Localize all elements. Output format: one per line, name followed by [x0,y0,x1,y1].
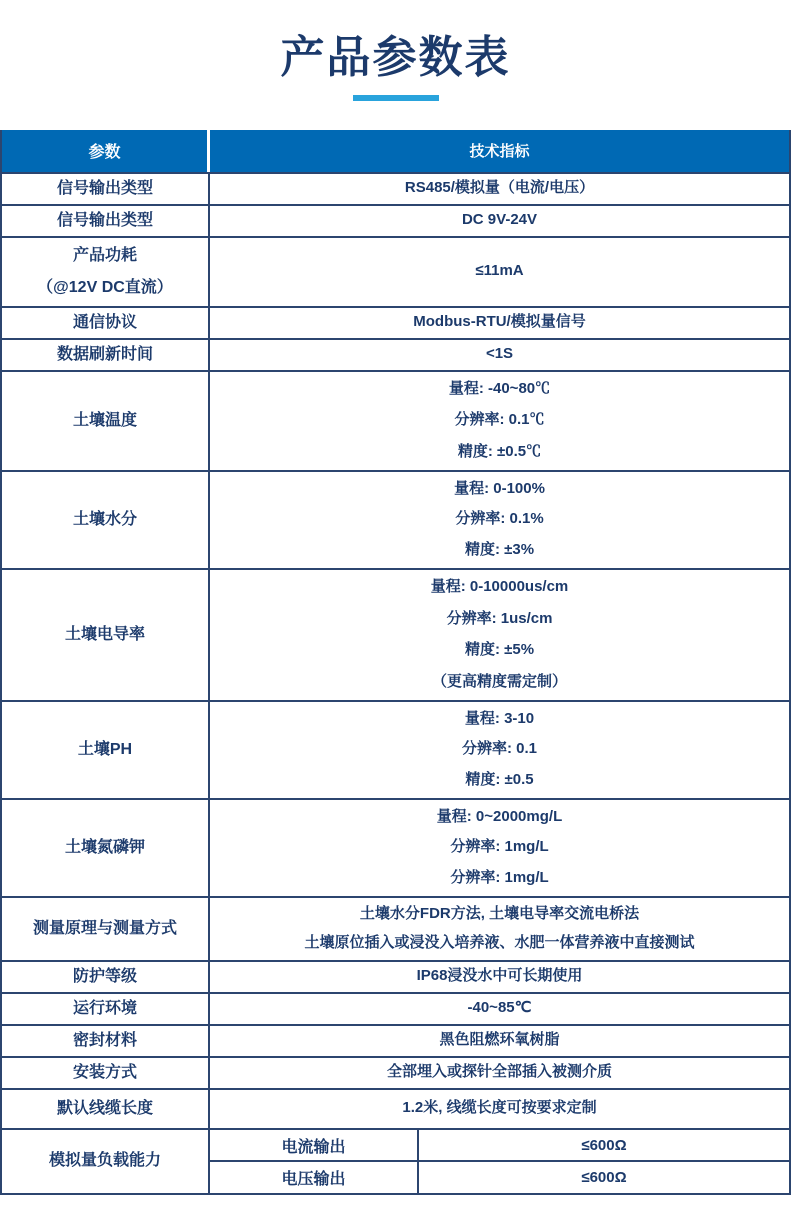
sub-param-label: 电压输出 [210,1162,419,1193]
param-label: 通信协议 [72,313,137,331]
spec-line: 精度: ±3% [464,541,535,559]
table-row-soil-temperature [2,370,789,470]
table-row-cable-length [2,1088,789,1128]
param-label: 土壤水分 [72,510,137,528]
page-title: 产品参数表 [280,33,511,82]
table-row-soil-npk [2,798,789,896]
analog-load-subtable [210,1130,789,1193]
spec-line: 1.2米, 线缆长度可按要求定制 [402,1099,597,1117]
spec-cell [210,340,789,370]
param-label: 防护等级 [72,967,137,985]
spec-cell [210,372,789,470]
param-label: 土壤温度 [72,411,137,429]
param-label: 安装方式 [72,1063,137,1081]
table-row-refresh-time [2,338,789,370]
spec-cell [210,472,789,568]
subtable-row-voltage-output [210,1160,789,1193]
param-cell [2,1026,210,1056]
table-row-sealing-material [2,1024,789,1056]
spec-line: DC 9V-24V [461,211,538,229]
param-cell [2,800,210,896]
sub-spec-value: ≤600Ω [581,1136,627,1154]
param-cell [2,962,210,992]
spec-line: 精度: ±5% [464,641,535,659]
spec-line: IP68浸没水中可长期使用 [416,967,583,985]
spec-cell [210,1026,789,1056]
spec-line: 分辨率: 1mg/L [450,869,549,887]
param-cell [2,1058,210,1088]
param-cell [2,1090,210,1128]
spec-line: 分辨率: 0.1% [455,510,544,528]
param-cell [2,472,210,568]
table-row-operating-environment [2,992,789,1024]
title-underline [353,95,439,101]
spec-cell [210,174,789,204]
param-cell [2,174,210,204]
table-header-row [2,130,789,172]
table-row-installation [2,1056,789,1088]
table-row-soil-ec [2,568,789,700]
spec-cell [210,1058,789,1088]
spec-line: 量程: 3-10 [464,709,535,727]
param-label: 土壤PH [77,740,133,758]
sub-param-label: 电流输出 [210,1130,419,1161]
param-cell [2,1130,210,1193]
spec-cell [210,898,789,960]
sub-spec-value: ≤600Ω [581,1169,627,1187]
param-label: 默认线缆长度 [56,1099,153,1117]
table-row-soil-ph [2,700,789,798]
subtable-row-current-output [210,1130,789,1161]
param-cell [2,308,210,338]
param-label: 测量原理与测量方式 [32,919,177,937]
spec-line: 土壤水分FDR方法, 土壤电导率交流电桥法 [359,904,640,922]
spec-line: 分辨率: 0.1 [461,740,537,758]
spec-cell [210,238,789,306]
param-label: 运行环境 [72,999,137,1017]
spec-cell [210,1090,789,1128]
spec-cell [210,308,789,338]
spec-line: ≤11mA [475,262,524,280]
spec-line: 分辨率: 1us/cm [446,609,553,627]
table-row-analog-load [2,1128,789,1193]
param-label: 模拟量负载能力 [48,1152,161,1170]
spec-cell [210,800,789,896]
spec-cell [210,994,789,1024]
spec-line: 分辨率: 0.1℃ [454,411,545,429]
table-row-measure-principle [2,896,789,960]
spec-cell [210,962,789,992]
spec-line: 精度: ±0.5 [465,771,534,789]
spec-line: 土壤原位插入或浸没入培养液、水肥一体营养液中直接测试 [304,933,695,951]
spec-cell [210,570,789,700]
spec-line: RS485/模拟量（电流/电压） [404,179,595,197]
spec-cell [210,702,789,798]
spec-line: 分辨率: 1mg/L [450,838,549,856]
table-row-protocol [2,306,789,338]
param-label: 密封材料 [72,1031,137,1049]
param-cell [2,994,210,1024]
spec-line: <1S [485,345,514,363]
table-row-protection-rating [2,960,789,992]
spec-line: 量程: 0-100% [454,479,545,497]
spec-line: -40~85℃ [467,999,532,1017]
spec-line: 量程: 0~2000mg/L [436,807,563,825]
param-cell [2,340,210,370]
param-label: 土壤电导率 [64,625,145,643]
table-row-power-consumption [2,236,789,306]
spec-cell [210,206,789,236]
header-spec: 技术指标 [469,143,530,161]
param-cell [2,238,210,306]
param-cell [2,898,210,960]
table-row-soil-moisture [2,470,789,568]
header-param: 参数 [2,130,210,172]
spec-line: 精度: ±0.5℃ [457,442,542,460]
param-label: 数据刷新时间 [56,345,153,363]
param-label: 信号输出类型 [56,211,153,229]
param-cell [2,206,210,236]
spec-line: （更高精度需定制） [431,672,567,690]
spec-line: 量程: -40~80℃ [448,380,551,398]
param-cell [2,372,210,470]
param-label: 土壤氮磷钾 [64,838,145,856]
spec-table [0,130,791,1195]
param-label: 产品功耗 [72,246,137,264]
spec-line: 黑色阻燃环氧树脂 [439,1031,560,1049]
param-cell [2,702,210,798]
table-row-signal-output-2 [2,204,789,236]
spec-line: 量程: 0-10000us/cm [430,578,569,596]
table-row-signal-output-1 [2,172,789,204]
param-cell [2,570,210,700]
spec-line: Modbus-RTU/模拟量信号 [413,313,586,331]
spec-line: 全部埋入或探针全部插入被测介质 [386,1063,612,1081]
param-label: （@12V DC直流） [37,278,173,296]
param-label: 信号输出类型 [56,179,153,197]
